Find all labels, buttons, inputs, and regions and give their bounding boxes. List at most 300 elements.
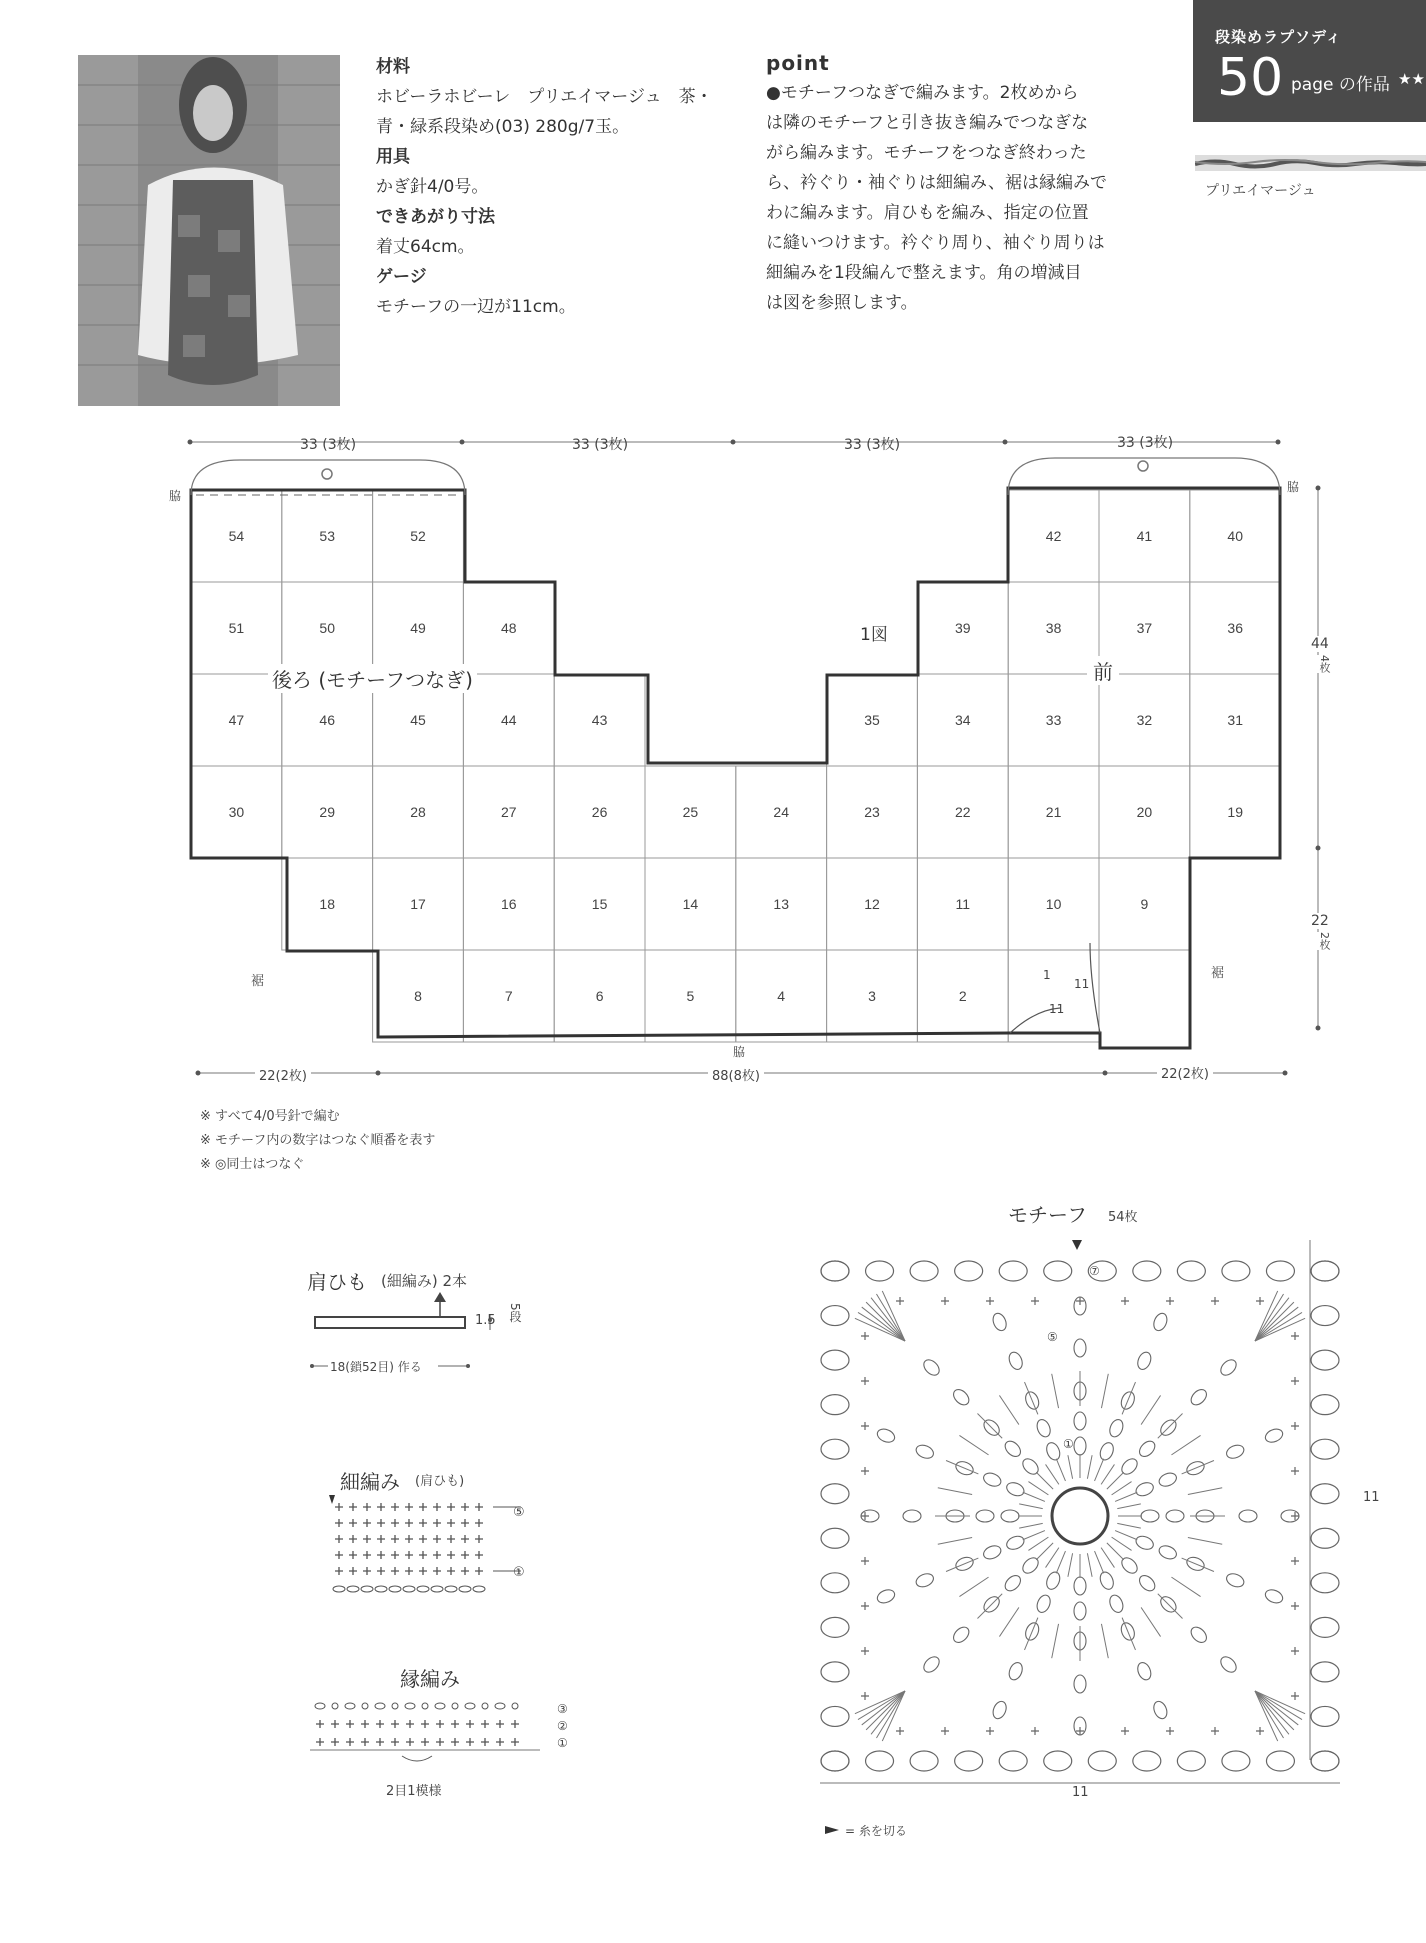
chain-loop [1311,1617,1339,1637]
chain-loop [903,1510,921,1522]
corner-fan-stitch [866,1302,905,1341]
sc-stitch [481,1738,489,1746]
motif-chart [810,1230,1350,1810]
sc-stitch [436,1720,444,1728]
motif-number: 28 [410,804,426,820]
sc-stitch [433,1519,441,1527]
sc-stitch [406,1738,414,1746]
chain-loop [821,1395,849,1415]
schematic-diagram [0,420,1426,1100]
chain-loop [1218,1654,1239,1675]
chain-loop [910,1751,938,1771]
point-line: わに編みます。肩ひもを編み、指定の位置 [766,203,1089,223]
sc-stitch [419,1503,427,1511]
sc-stitch [461,1519,469,1527]
point-heading: point [766,51,830,75]
edge-stitch [315,1703,325,1709]
sc-stitch [1121,1297,1129,1305]
sc-stitch [335,1503,343,1511]
dc-stitch [1141,1607,1160,1636]
dc-stitch [1056,1459,1065,1481]
right-dim-bottom-sub: 2枚 [1318,932,1331,950]
motif-number: 6 [595,988,604,1004]
dc-stitch [999,1607,1018,1636]
sc-stitch [496,1720,504,1728]
chain-loop [1044,1261,1072,1281]
sc-stitch [447,1535,455,1543]
sc-stitch [1256,1727,1264,1735]
sc-stitch [361,1738,369,1746]
motif-number: 31 [1227,712,1243,728]
edge-stitch [375,1703,385,1709]
motif-number: 54 [228,528,245,544]
motif-round-1: ① [1063,1437,1074,1451]
motif-number: 10 [1045,896,1062,912]
back-label: 後ろ (モチーフつなぎ) [268,664,477,693]
motif-number: 34 [955,712,971,728]
motif-round-7: ⑦ [1089,1264,1100,1278]
top-dim-4: 33 (3枚) [1117,435,1174,451]
chain-loop [1007,1350,1025,1371]
sc-stitch [335,1567,343,1575]
sc-stitch [421,1738,429,1746]
sc-stitch [861,1422,869,1430]
chain-loop [1001,1510,1019,1522]
dc-stitch [1101,1374,1108,1408]
chain-loop [1225,1443,1246,1461]
chain-loop [821,1484,849,1504]
dc-stitch [1052,1374,1059,1408]
chain-stitch [431,1586,443,1592]
motif-number: 44 [501,712,517,728]
dc-stitch [946,1558,978,1571]
join-mark-front [1138,461,1148,471]
side-label-left: 脇 [169,489,182,503]
motif-number: 21 [1045,804,1062,820]
motif-number: 4 [777,988,786,1004]
chain-stitch [473,1586,485,1592]
sc-stitch [421,1720,429,1728]
chain-loop [1133,1751,1161,1771]
chain-stitch [459,1586,471,1592]
chain-loop [821,1751,849,1771]
page-label: page の作品 [1291,75,1390,95]
chain-loop [1044,1751,1072,1771]
chain-loop [821,1706,849,1726]
edge-row-2: ② [557,1719,568,1733]
dc-stitch [1101,1548,1114,1568]
dc-stitch [1036,1543,1053,1560]
chain-loop [982,1471,1003,1489]
motif-number: 49 [410,620,426,636]
chain-loop [951,1387,972,1408]
right-dim-top: 44 [1311,636,1329,652]
chain-loop [1134,1534,1155,1552]
chain-loop [1002,1438,1023,1459]
sc-stitch [419,1551,427,1559]
sc-stitch [433,1551,441,1559]
chain-loop [1133,1261,1161,1281]
point-line: は図を参照します。 [766,293,918,313]
sc-row-top: ⑤ [513,1505,525,1520]
motif-grid [191,490,1281,1042]
motif-number: 27 [501,804,517,820]
sc-stitch [391,1738,399,1746]
chain-loop [875,1427,896,1445]
sc-stitch [986,1297,994,1305]
sc-stitch [346,1720,354,1728]
chain-loop [1074,1339,1086,1357]
sc-stitch [1121,1727,1129,1735]
dc-stitch [1188,1537,1222,1544]
sc-stitch [377,1503,385,1511]
dc-stitch [1046,1464,1059,1484]
motif-number: 18 [319,896,335,912]
sc-stitch [349,1535,357,1543]
sc-stitch [511,1720,519,1728]
chain-loop [1074,1577,1086,1595]
materials-block [376,52,756,322]
sc-stitch [391,1567,399,1575]
strap-dim-h: 1.5 [475,1313,496,1328]
motif-number: 39 [955,620,971,636]
sc-stitch [475,1503,483,1511]
dc-stitch [1112,1482,1132,1495]
dc-stitch [1056,1551,1065,1573]
edge-stitch [512,1703,518,1709]
chain-loop [866,1751,894,1771]
sc-stitch [433,1567,441,1575]
motif-number: 19 [1227,804,1243,820]
chain-loop [1098,1441,1116,1462]
edge-stitch [405,1703,415,1709]
chain-loop [875,1587,896,1605]
chain-stitch [361,1586,373,1592]
chain-loop [821,1306,849,1326]
point-block [766,48,1146,318]
chain-loop [1263,1587,1284,1605]
sc-stitch [436,1738,444,1746]
chain-stitch [403,1586,415,1592]
sc-stitch [475,1567,483,1575]
dc-stitch [1117,1504,1141,1509]
edge-stitch [435,1703,445,1709]
sc-stitch [511,1738,519,1746]
motif-round-5: ⑤ [1047,1330,1058,1344]
sc-stitch [447,1551,455,1559]
hem-label-right: 裾 [1211,966,1225,981]
sc-stitch [405,1551,413,1559]
dc-stitch [959,1577,988,1596]
sc-stitch [391,1519,399,1527]
strap-title-sub: (細編み) 2本 [381,1272,468,1290]
dc-stitch [1087,1553,1092,1577]
sc-row-bottom: ① [513,1565,525,1580]
chain-loop [1035,1418,1053,1439]
gauge-text: モチーフの一辺が11cm。 [376,297,576,317]
sc-stitch [861,1377,869,1385]
motif-count: 54枚 [1108,1210,1138,1225]
sc-stitch [377,1519,385,1527]
sc-stitch [1031,1297,1039,1305]
size-text: 着丈64cm。 [376,237,475,257]
chain-loop [1134,1480,1155,1498]
motif-number: 48 [501,620,517,636]
dc-stitch [1028,1482,1048,1495]
cut-yarn-mark [329,1495,335,1504]
sc-stitch [1291,1602,1299,1610]
dc-stitch [1068,1553,1073,1577]
sc-stitch [377,1567,385,1575]
sc-stitch [451,1738,459,1746]
chain-loop [1222,1261,1250,1281]
chain-loop [1074,1437,1086,1455]
sc-stitch [363,1551,371,1559]
bottom-dim-left: 22(2枚) [255,1065,311,1084]
dc-stitch [1117,1523,1141,1528]
chain-loop [999,1751,1027,1771]
cut-yarn-mark [1072,1240,1082,1250]
dc-stitch [1107,1543,1124,1560]
chain-loop [1311,1261,1339,1281]
dc-stitch [1028,1537,1048,1550]
dc-stitch [1101,1464,1114,1484]
edge-stitch [392,1703,398,1709]
point-line: に縫いつけます。衿ぐり周り、袖ぐり周りは [766,233,1105,253]
motif-number: 9 [1140,896,1149,912]
front-label: 前 [1087,656,1119,685]
chain-loop [1311,1306,1339,1326]
motif-number: 26 [591,804,608,820]
dc-stitch [1036,1472,1053,1489]
point-line: ら、衿ぐり・袖ぐりは細編み、裾は縁編みで [766,173,1108,193]
dc-stitch [1171,1577,1200,1596]
chain-loop [1074,1412,1086,1430]
sc-stitch [376,1738,384,1746]
motif-number: 51 [228,620,245,636]
dc-stitch [1107,1472,1124,1489]
corner-fan-stitch [866,1691,905,1730]
right-dim-top-sub: 4枚 [1318,655,1331,673]
sc-stitch [496,1738,504,1746]
sc-stitch [481,1720,489,1728]
motif-number: 17 [410,896,426,912]
cut-yarn-icon [823,1823,843,1837]
chain-loop [1266,1261,1294,1281]
motif-number: 50 [319,620,335,636]
sc-stitch [349,1519,357,1527]
edge-stitch [482,1703,488,1709]
chain-loop [921,1357,942,1378]
edge-stitch [452,1703,458,1709]
motif-number: 11 [955,896,971,912]
chain-loop [1311,1751,1339,1771]
chain-loop [1225,1571,1246,1589]
motif-number: 23 [864,804,880,820]
sc-stitch [461,1535,469,1543]
dc-stitch [1052,1624,1059,1658]
sc-stitch [391,1503,399,1511]
motif-dim-bottom: 11 [1072,1785,1089,1800]
chain-loop [866,1261,894,1281]
sc-stitch [376,1720,384,1728]
motif-number: 14 [682,896,699,912]
sc-stitch [1291,1557,1299,1565]
sc-stitch [475,1519,483,1527]
sc-stitch [451,1720,459,1728]
chain-loop [1311,1439,1339,1459]
chain-loop [914,1571,935,1589]
sc-stitch [1166,1297,1174,1305]
chain-loop [1266,1751,1294,1771]
materials-heading: 材料 [376,57,410,77]
chain-loop [921,1654,942,1675]
series-title: 段染めラプソディ [1215,28,1342,46]
sc-stitch [363,1519,371,1527]
motif-cell-corner [1008,950,1099,1042]
sc-stitch [406,1720,414,1728]
sc-stitch [861,1557,869,1565]
edge-chart-title: 縁編み [400,1667,460,1691]
sc-stitch [349,1551,357,1559]
sc-stitch [475,1551,483,1559]
motif-number: 24 [773,804,789,820]
motif-number: 38 [1045,620,1062,636]
sc-stitch [941,1297,949,1305]
bottom-side-label: 脇 [733,1045,746,1059]
chain-loop [1263,1427,1284,1445]
figure-1-label: 1図 [860,625,888,645]
magic-ring [1052,1488,1108,1544]
tools-heading: 用具 [376,147,410,167]
yarn-name: プリエイマージュ [1205,183,1316,199]
sc-stitch [466,1738,474,1746]
motif-number: 8 [414,988,422,1004]
strap-title: 肩ひも [307,1270,367,1294]
sc-stitch [1166,1727,1174,1735]
sc-stitch [377,1535,385,1543]
difficulty-stars: ★★ [1398,70,1425,88]
tools-text: かぎ針4/0号。 [376,177,489,197]
dc-stitch [1019,1504,1043,1509]
sc-chart-subtitle: (肩ひも) [415,1474,465,1489]
bottom-dim-mid: 88(8枚) [708,1065,764,1084]
chain-loop [1005,1534,1026,1552]
chain-stitch [347,1586,359,1592]
sc-stitch [447,1519,455,1527]
motif-number: 46 [319,712,335,728]
top-dim-1: 33 (3枚) [300,437,357,453]
chain-loop [821,1350,849,1370]
dc-stitch [1112,1537,1132,1550]
chain-loop [821,1617,849,1637]
sc-stitch [363,1503,371,1511]
chain-loop [1007,1661,1025,1682]
motif-number: 7 [504,988,513,1004]
sc-stitch [861,1692,869,1700]
dc-stitch [977,1594,1002,1619]
dc-stitch [1068,1455,1073,1479]
motif-number: 45 [410,712,426,728]
sc-stitch [461,1567,469,1575]
chain-loop [1166,1510,1184,1522]
edge-stitch [495,1703,505,1709]
chain-loop [821,1261,849,1281]
dc-stitch [1115,1492,1137,1501]
chain-stitch [445,1586,457,1592]
chain-loop [1135,1350,1153,1371]
motif-number: 15 [591,896,608,912]
dc-stitch [1023,1531,1045,1540]
motif-number: 53 [319,528,335,544]
sc-stitch [433,1535,441,1543]
dc-stitch [946,1461,978,1474]
chain-loop [951,1624,972,1645]
sc-stitch [361,1720,369,1728]
motif-number: 33 [1045,712,1062,728]
sc-stitch [986,1727,994,1735]
dc-stitch [1087,1455,1092,1479]
dc-stitch [1023,1492,1045,1501]
sc-stitch [1291,1332,1299,1340]
motif-number: 20 [1136,804,1153,820]
motif-number: 25 [682,804,699,820]
chain-loop [1311,1484,1339,1504]
motif-number: 42 [1045,528,1062,544]
hem-label-left: 裾 [251,974,265,989]
join-mark-back [322,469,332,479]
dc-stitch [1158,1594,1183,1619]
chain-loop [1002,1573,1023,1594]
sc-stitch [405,1519,413,1527]
sc-stitch [391,1535,399,1543]
edge-row-1: ① [557,1736,568,1750]
yarn-sample-image [1195,155,1426,171]
sc-stitch [433,1503,441,1511]
chain-loop [1157,1543,1178,1561]
dc-stitch [1182,1461,1214,1474]
motif-dim-right: 11 [1363,1490,1380,1505]
dc-stitch [1122,1382,1135,1414]
top-dim-3: 33 (3枚) [844,437,901,453]
sc-stitch [349,1503,357,1511]
sc-stitch [1291,1377,1299,1385]
chain-loop [976,1510,994,1522]
dc-stitch [977,1413,1002,1438]
chain-loop [1311,1573,1339,1593]
chain-loop [1137,1438,1158,1459]
header-tab [1193,0,1426,122]
motif-number: 30 [228,804,245,820]
sc-stitch [363,1535,371,1543]
edge-stitch [422,1703,428,1709]
chain-loop [1044,1570,1062,1591]
chain-loop [1239,1510,1257,1522]
motif-number: 36 [1227,620,1243,636]
cut-yarn-legend: = 糸を切る [845,1824,907,1838]
chain-loop [1035,1593,1053,1614]
chain-loop [910,1261,938,1281]
sc-stitch [861,1332,869,1340]
strap-length: 18(鎖52目) 作る [330,1360,422,1374]
materials-yarn-line1: ホビーラホビーレ プリエイマージュ 茶・ [376,87,713,107]
sc-stitch [1291,1647,1299,1655]
chain-loop [1151,1311,1169,1332]
sc-stitch [1291,1422,1299,1430]
sc-stitch [1256,1297,1264,1305]
sc-stitch [316,1738,324,1746]
point-line: がら編みます。モチーフをつなぎ終わった [766,143,1087,163]
